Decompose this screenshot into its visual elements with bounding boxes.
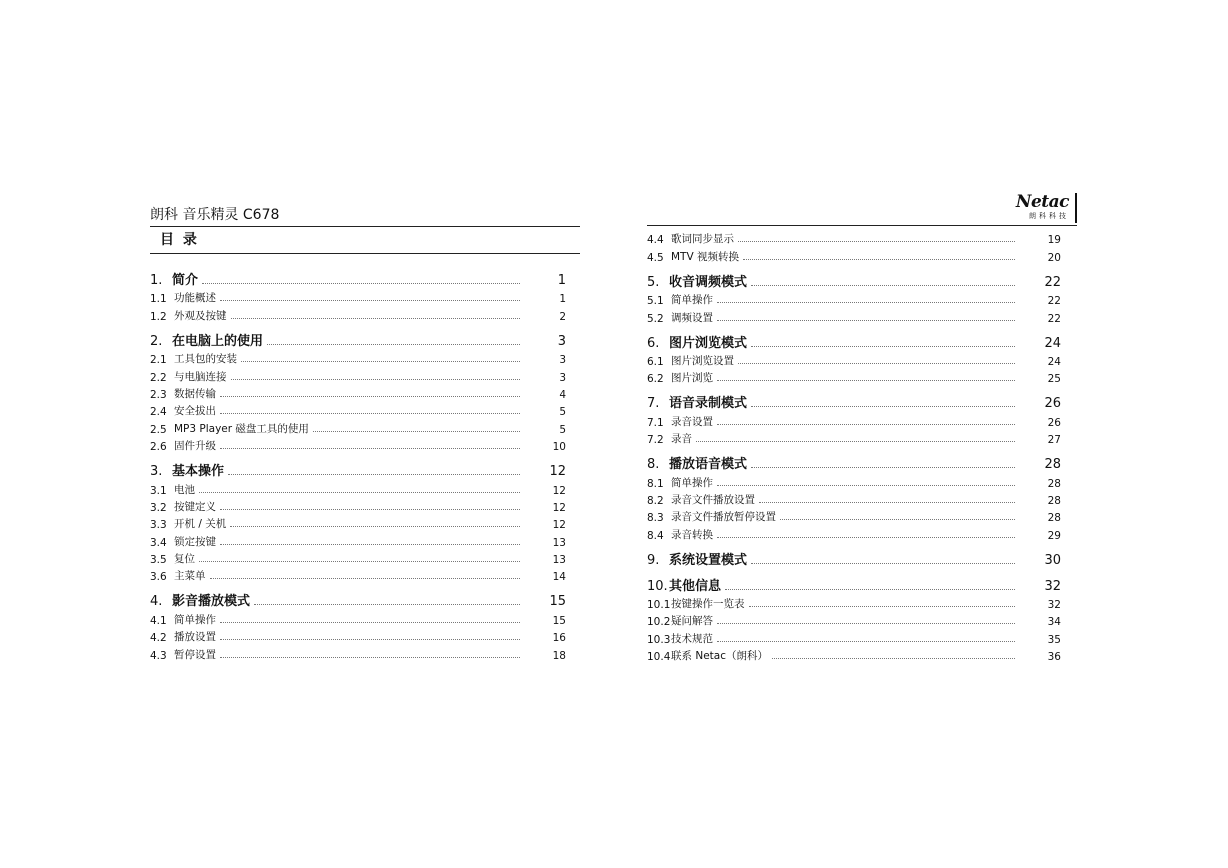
toc-entry-label: 技术规范 [671,632,713,645]
toc-entry-label: 开机 / 关机 [174,518,227,531]
toc-entry-label: 收音调频模式 [669,274,748,290]
toc-heading: 目 录 [160,232,199,248]
toc-entry-page: 1 [559,293,566,306]
toc-chapter-entry[interactable] [150,583,580,609]
toc-entry-number: 2.5 [150,423,167,436]
toc-entry-number: 7.1 [647,416,664,429]
toc-dot-leader [717,423,1015,425]
toc-dot-leader [220,543,520,545]
toc-section-entry[interactable] [647,229,1077,246]
toc-section-entry[interactable] [647,628,1077,645]
toc-entry-label: 录音文件播放暂停设置 [671,511,776,524]
toc-entry-label: 外观及按键 [174,309,227,322]
toc-dot-leader [717,319,1015,321]
toc-section-entry[interactable] [647,290,1077,307]
toc-entry-page: 25 [1047,373,1061,386]
toc-entry-page: 10 [552,441,566,454]
toc-entry-number: 1.2 [150,310,167,323]
toc-list-left [150,262,580,662]
toc-entry-page: 16 [552,632,566,645]
toc-entry-number: 4. [150,594,163,610]
toc-section-entry[interactable] [647,507,1077,524]
toc-section-entry[interactable] [647,246,1077,263]
toc-dot-leader [220,638,520,640]
toc-entry-number: 10.3 [647,633,671,646]
toc-section-entry[interactable] [647,351,1077,368]
toc-section-entry[interactable] [150,497,580,514]
toc-section-entry[interactable] [647,472,1077,489]
toc-entry-label: 简介 [172,273,199,288]
toc-section-entry[interactable] [150,479,580,496]
toc-entry-page: 24 [1047,355,1061,368]
toc-entry-number: 10. [647,578,668,594]
toc-dot-leader [696,440,1015,442]
toc-entry-page: 28 [1047,512,1061,525]
toc-dot-leader [725,588,1015,590]
toc-entry-page: 22 [1047,295,1061,308]
toc-dot-leader [199,491,520,493]
toc-entry-label: 与电脑连接 [174,370,227,383]
toc-dot-leader [220,621,520,623]
toc-dot-leader [210,577,521,579]
toc-entry-number: 2.3 [150,388,167,401]
toc-dot-leader [759,501,1015,503]
toc-entry-label: 播放语音模式 [669,457,748,473]
document-header-title: 朗科 音乐精灵 C678 [150,207,280,223]
toc-section-entry[interactable] [647,594,1077,611]
toc-dot-leader [220,395,520,397]
toc-dot-leader [751,562,1015,564]
toc-entry-number: 7. [647,396,660,412]
toc-entry-label: 调频设置 [671,311,713,324]
toc-section-entry[interactable] [150,644,580,661]
toc-entry-label: 录音 [671,433,692,446]
toc-entry-number: 6.1 [647,355,664,368]
toc-entry-label: 图片浏览模式 [669,335,748,351]
toc-entry-label: 按键定义 [174,500,216,513]
toc-entry-label: 按键操作一览表 [671,598,745,611]
toc-entry-page: 18 [552,649,566,662]
toc-entry-page: 34 [1047,616,1061,629]
toc-entry-number: 4.1 [150,614,167,627]
toc-section-entry[interactable] [647,429,1077,446]
toc-entry-page: 22 [1047,312,1061,325]
toc-section-entry[interactable] [150,288,580,305]
toc-entry-page: 3 [559,354,566,367]
toc-entry-label: 简单操作 [671,476,713,489]
toc-entry-label: 在电脑上的使用 [172,333,264,349]
toc-entry-page: 32 [1044,578,1061,594]
toc-entry-label: 录音文件播放设置 [671,493,755,506]
toc-entry-number: 3.5 [150,554,167,567]
toc-entry-number: 3.1 [150,484,167,497]
toc-entry-page: 3 [559,371,566,384]
toc-entry-number: 8.3 [647,512,664,525]
toc-section-entry[interactable] [647,490,1077,507]
toc-section-entry[interactable] [150,349,580,366]
toc-entry-number: 2.6 [150,441,167,454]
toc-entry-label: 录音转换 [671,528,713,541]
toc-chapter-entry[interactable] [150,262,580,288]
toc-chapter-entry[interactable] [647,542,1077,568]
toc-dot-leader [220,656,520,658]
toc-entry-label: 主菜单 [174,570,206,583]
toc-entry-label: 功能概述 [174,292,216,305]
toc-entry-number: 3.2 [150,501,167,514]
toc-dot-leader [220,299,520,301]
toc-section-entry[interactable] [647,307,1077,324]
toc-dot-leader [717,484,1015,486]
toc-entry-number: 10.4 [647,651,671,664]
toc-entry-number: 4.5 [647,251,664,264]
toc-entry-page: 30 [1044,552,1061,568]
toc-entry-number: 1.1 [150,293,167,306]
toc-entry-number: 3.6 [150,571,167,584]
toc-entry-page: 22 [1044,274,1061,290]
toc-entry-label: 简单操作 [671,294,713,307]
toc-entry-number: 8.2 [647,494,664,507]
toc-entry-page: 13 [552,554,566,567]
toc-dot-leader [254,603,520,605]
logo-area [647,193,1077,225]
toc-entry-number: 5.2 [647,312,664,325]
toc-section-entry[interactable] [150,566,580,583]
toc-entry-number: 8. [647,457,660,473]
toc-entry-page: 5 [559,423,566,436]
toc-entry-page: 26 [1044,396,1061,412]
toc-entry-page: 1 [557,273,566,288]
toc-entry-label: 锁定按键 [174,535,216,548]
toc-entry-label: 基本操作 [172,464,225,480]
toc-section-entry[interactable] [150,514,580,531]
toc-entry-label: 歌词同步显示 [671,233,734,246]
toc-section-entry[interactable] [647,646,1077,663]
toc-entry-number: 10.1 [647,599,671,612]
toc-dot-leader [231,378,521,380]
toc-entry-label: 系统设置模式 [669,552,748,568]
toc-list-right [647,229,1077,663]
toc-entry-number: 1. [150,273,163,288]
toc-dot-leader [751,284,1015,286]
toc-dot-leader [230,525,520,527]
toc-entry-page: 4 [559,388,566,401]
toc-entry-number: 2.1 [150,354,167,367]
toc-entry-label: 联系 Netac（朗科） [671,650,768,663]
toc-entry-number: 8.1 [647,477,664,490]
logo-subtext: 朗科科技 [1029,212,1069,220]
toc-entry-number: 3.3 [150,519,167,532]
toc-entry-page: 29 [1047,529,1061,542]
toc-entry-page: 28 [1047,477,1061,490]
right-page [647,193,1077,663]
toc-entry-label: 电池 [174,483,195,496]
toc-dot-leader [751,345,1015,347]
toc-entry-page: 20 [1047,251,1061,264]
toc-entry-page: 12 [552,519,566,532]
toc-entry-label: 影音播放模式 [172,594,251,610]
toc-chapter-entry[interactable] [150,323,580,349]
toc-heading-divider [150,253,580,254]
toc-chapter-entry[interactable] [647,325,1077,351]
toc-entry-label: 固件升级 [174,440,216,453]
toc-section-entry[interactable] [150,531,580,548]
toc-entry-number: 8.4 [647,529,664,542]
toc-section-entry[interactable] [150,609,580,626]
toc-entry-number: 2.2 [150,371,167,384]
toc-dot-leader [717,379,1015,381]
toc-entry-page: 27 [1047,434,1061,447]
left-page [150,204,580,662]
toc-chapter-entry[interactable] [150,453,580,479]
toc-section-entry[interactable] [150,549,580,566]
toc-entry-page: 35 [1047,633,1061,646]
toc-dot-leader [780,518,1015,520]
toc-dot-leader [717,301,1015,303]
toc-entry-number: 7.2 [647,434,664,447]
toc-dot-leader [749,605,1016,607]
toc-dot-leader [199,560,520,562]
toc-entry-number: 5.1 [647,295,664,308]
toc-entry-page: 36 [1047,651,1061,664]
toc-dot-leader [220,508,520,510]
toc-entry-number: 9. [647,552,660,568]
toc-section-entry[interactable] [647,411,1077,428]
toc-entry-label: 简单操作 [174,613,216,626]
toc-entry-page: 32 [1047,599,1061,612]
toc-entry-number: 6. [647,335,660,351]
toc-entry-label: 图片浏览设置 [671,354,734,367]
toc-entry-number: 2. [150,333,163,349]
toc-entry-number: 5. [647,274,660,290]
toc-entry-page: 5 [559,406,566,419]
toc-dot-leader [751,405,1015,407]
toc-dot-leader [202,282,520,284]
toc-entry-number: 6.2 [647,373,664,386]
toc-entry-page: 2 [559,310,566,323]
toc-entry-page: 12 [552,484,566,497]
toc-entry-page: 15 [552,614,566,627]
netac-logo [1017,193,1077,223]
toc-section-entry[interactable] [647,368,1077,385]
toc-entry-page: 28 [1047,494,1061,507]
toc-entry-label: MP3 Player 磁盘工具的使用 [174,422,309,435]
toc-entry-number: 3.4 [150,536,167,549]
toc-entry-label: 安全拔出 [174,405,216,418]
toc-dot-leader [717,622,1015,624]
toc-dot-leader [228,473,520,475]
toc-dot-leader [220,412,520,414]
logo-wordmark: Netac [1015,192,1069,212]
toc-dot-leader [717,536,1015,538]
toc-entry-page: 12 [552,501,566,514]
toc-entry-number: 10.2 [647,616,671,629]
toc-entry-page: 13 [552,536,566,549]
toc-entry-page: 15 [549,594,566,610]
toc-entry-label: 语音录制模式 [669,396,748,412]
toc-entry-page: 19 [1047,234,1061,247]
toc-dot-leader [220,447,520,449]
toc-chapter-entry[interactable] [647,264,1077,290]
toc-entry-label: 播放设置 [174,631,216,644]
toc-chapter-entry[interactable] [647,446,1077,472]
toc-entry-label: 复位 [174,553,195,566]
toc-entry-page: 14 [552,571,566,584]
toc-dot-leader [241,360,520,362]
toc-dot-leader [772,657,1015,659]
toc-entry-page: 28 [1044,457,1061,473]
toc-entry-label: 工具包的安装 [174,353,237,366]
toc-dot-leader [738,240,1015,242]
toc-dot-leader [231,317,521,319]
toc-chapter-entry[interactable] [647,385,1077,411]
toc-entry-page: 3 [557,333,566,349]
toc-section-entry[interactable] [150,401,580,418]
toc-entry-label: MTV 视频转换 [671,250,739,263]
toc-section-entry[interactable] [150,384,580,401]
toc-entry-label: 暂停设置 [174,648,216,661]
toc-dot-leader [717,640,1015,642]
toc-section-entry[interactable] [150,418,580,435]
toc-entry-number: 4.4 [647,234,664,247]
toc-entry-page: 26 [1047,416,1061,429]
toc-section-entry[interactable] [150,436,580,453]
toc-entry-number: 3. [150,464,163,480]
toc-entry-number: 4.2 [150,632,167,645]
toc-entry-label: 数据传输 [174,387,216,400]
toc-section-entry[interactable] [647,611,1077,628]
toc-dot-leader [751,466,1015,468]
header-divider-right [647,225,1077,226]
toc-chapter-entry[interactable] [647,568,1077,594]
toc-entry-label: 图片浏览 [671,372,713,385]
toc-entry-label: 录音设置 [671,415,713,428]
toc-dot-leader [313,430,520,432]
toc-section-entry[interactable] [150,627,580,644]
toc-section-entry[interactable] [150,366,580,383]
toc-dot-leader [267,343,520,345]
toc-entry-label: 疑问解答 [671,615,713,628]
toc-section-entry[interactable] [150,305,580,322]
toc-dot-leader [738,362,1015,364]
toc-section-entry[interactable] [647,524,1077,541]
toc-entry-page: 24 [1044,335,1061,351]
toc-entry-number: 4.3 [150,649,167,662]
toc-entry-page: 12 [549,464,566,480]
toc-entry-number: 2.4 [150,406,167,419]
toc-dot-leader [743,258,1015,260]
toc-entry-label: 其他信息 [669,578,722,594]
